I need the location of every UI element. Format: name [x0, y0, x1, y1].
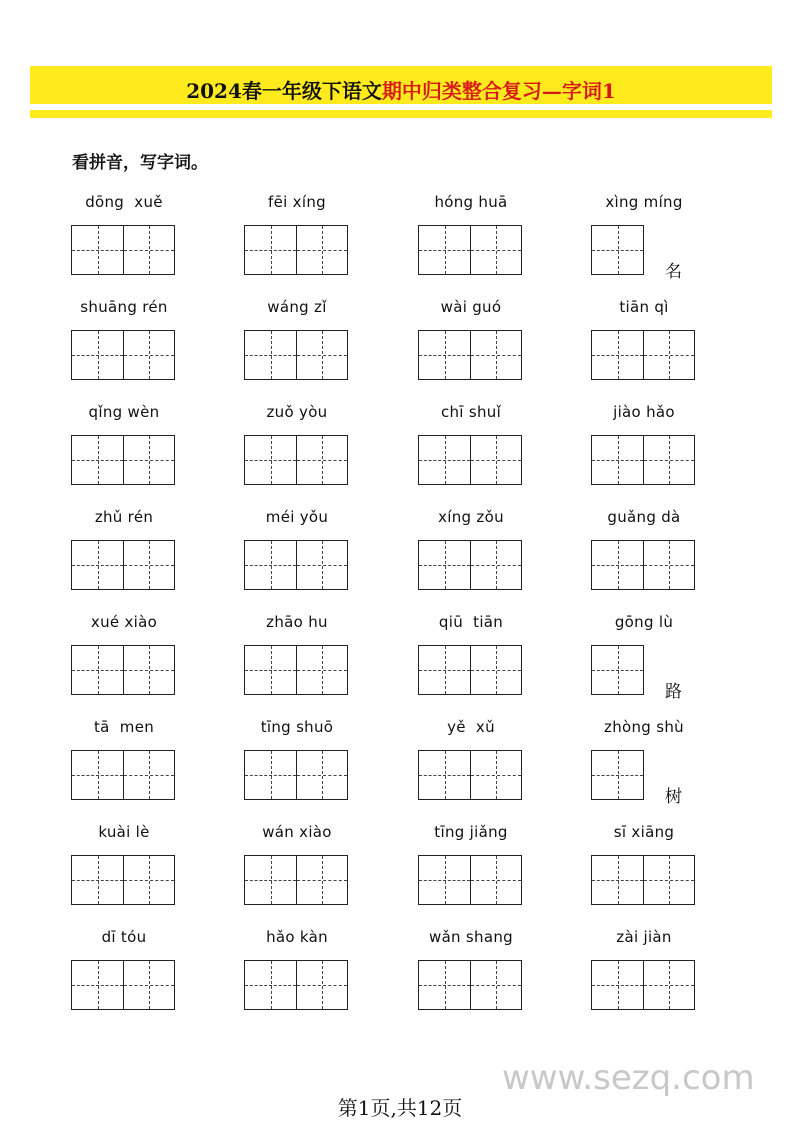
tianzige-boxes — [591, 960, 695, 1010]
tianzige-boxes — [244, 225, 348, 275]
pinyin-label: kuài lè — [98, 823, 150, 841]
writing-cell[interactable] — [72, 436, 123, 484]
pinyin-label: guǎng dà — [607, 508, 681, 526]
tianzige-boxes — [71, 960, 175, 1010]
writing-cell[interactable] — [470, 856, 521, 904]
writing-cell[interactable] — [470, 436, 521, 484]
tianzige-boxes — [591, 435, 695, 485]
writing-cell[interactable] — [643, 961, 694, 1009]
title-banner — [30, 66, 772, 104]
tianzige-boxes — [418, 540, 522, 590]
writing-cell[interactable] — [643, 856, 694, 904]
tianzige-boxes — [244, 540, 348, 590]
tianzige-boxes — [591, 225, 644, 275]
pinyin-label: dī tóu — [101, 928, 147, 946]
pinyin-label: sī xiāng — [613, 823, 675, 841]
tianzige-boxes — [71, 540, 175, 590]
writing-cell[interactable] — [419, 331, 470, 379]
writing-cell[interactable] — [296, 751, 347, 799]
tianzige-boxes — [418, 330, 522, 380]
pinyin-label: fēi xíng — [268, 193, 326, 211]
given-character: 名 — [665, 262, 682, 282]
tianzige-boxes — [418, 750, 522, 800]
writing-cell[interactable] — [592, 856, 643, 904]
pinyin-label: tiān qì — [619, 298, 669, 316]
writing-cell[interactable] — [296, 646, 347, 694]
writing-cell[interactable] — [123, 856, 174, 904]
pinyin-label: xué xiào — [90, 613, 158, 631]
given-character: 路 — [665, 682, 682, 702]
pinyin-label: gōng lù — [614, 613, 674, 631]
pinyin-label: zhòng shù — [604, 718, 684, 736]
writing-cell[interactable] — [643, 541, 694, 589]
writing-cell[interactable] — [419, 961, 470, 1009]
writing-cell[interactable] — [123, 541, 174, 589]
writing-cell[interactable] — [296, 961, 347, 1009]
tianzige-boxes — [244, 645, 348, 695]
pinyin-label: qiū tiān — [438, 613, 504, 631]
writing-cell[interactable] — [592, 436, 643, 484]
tianzige-boxes — [591, 645, 644, 695]
tianzige-boxes — [71, 330, 175, 380]
writing-cell[interactable] — [123, 646, 174, 694]
writing-cell[interactable] — [643, 436, 694, 484]
writing-cell[interactable] — [72, 541, 123, 589]
writing-cell[interactable] — [245, 226, 296, 274]
writing-cell[interactable] — [245, 856, 296, 904]
pinyin-label: wán xiào — [262, 823, 332, 841]
pinyin-label: qǐng wèn — [88, 403, 160, 421]
tianzige-boxes — [71, 435, 175, 485]
writing-cell[interactable] — [592, 961, 643, 1009]
writing-cell[interactable] — [592, 331, 643, 379]
writing-cell[interactable] — [419, 646, 470, 694]
writing-cell[interactable] — [419, 856, 470, 904]
writing-cell[interactable] — [592, 541, 643, 589]
writing-cell[interactable] — [592, 751, 643, 799]
pinyin-label: tā men — [93, 718, 155, 736]
writing-cell[interactable] — [643, 331, 694, 379]
pinyin-label: jiào hǎo — [613, 403, 675, 421]
tianzige-boxes — [71, 855, 175, 905]
tianzige-boxes — [591, 750, 644, 800]
writing-cell[interactable] — [123, 331, 174, 379]
instruction: 看拼音，写字词。 — [72, 153, 208, 173]
writing-cell[interactable] — [123, 961, 174, 1009]
writing-cell[interactable] — [470, 646, 521, 694]
pinyin-label: wǎn shang — [429, 928, 513, 946]
pinyin-label: méi yǒu — [265, 508, 329, 526]
pinyin-label: yě xǔ — [447, 718, 495, 736]
writing-cell[interactable] — [296, 226, 347, 274]
writing-cell[interactable] — [419, 541, 470, 589]
tianzige-boxes — [418, 645, 522, 695]
tianzige-boxes — [591, 855, 695, 905]
writing-cell[interactable] — [470, 961, 521, 1009]
writing-cell[interactable] — [245, 961, 296, 1009]
pinyin-label: xíng zǒu — [438, 508, 504, 526]
writing-cell[interactable] — [245, 436, 296, 484]
tianzige-boxes — [71, 645, 175, 695]
tianzige-boxes — [71, 750, 175, 800]
writing-cell[interactable] — [296, 436, 347, 484]
pinyin-label: tīng jiǎng — [434, 823, 508, 841]
writing-cell[interactable] — [419, 226, 470, 274]
tianzige-boxes — [244, 960, 348, 1010]
title-part-red: 期中归类整合复习—字词1 — [381, 79, 616, 103]
writing-cell[interactable] — [470, 541, 521, 589]
writing-cell[interactable] — [470, 331, 521, 379]
tianzige-boxes — [418, 225, 522, 275]
pinyin-label: xìng míng — [605, 193, 683, 211]
tianzige-boxes — [418, 960, 522, 1010]
writing-cell[interactable] — [123, 436, 174, 484]
banner-stripe — [30, 110, 772, 118]
writing-cell[interactable] — [123, 751, 174, 799]
writing-cell[interactable] — [419, 751, 470, 799]
writing-cell[interactable] — [245, 646, 296, 694]
pinyin-label: wài guó — [440, 298, 502, 316]
writing-cell[interactable] — [72, 226, 123, 274]
pinyin-label: tīng shuō — [260, 718, 334, 736]
writing-cell[interactable] — [296, 856, 347, 904]
writing-cell[interactable] — [72, 751, 123, 799]
pinyin-label: shuāng rén — [80, 298, 168, 316]
pinyin-label: hóng huā — [434, 193, 508, 211]
writing-cell[interactable] — [245, 541, 296, 589]
tianzige-boxes — [244, 330, 348, 380]
writing-cell[interactable] — [245, 331, 296, 379]
writing-cell[interactable] — [123, 226, 174, 274]
writing-cell[interactable] — [296, 331, 347, 379]
writing-cell[interactable] — [592, 226, 643, 274]
writing-cell[interactable] — [470, 226, 521, 274]
pinyin-label: zhāo hu — [266, 613, 328, 631]
writing-cell[interactable] — [296, 541, 347, 589]
pinyin-label: zài jiàn — [616, 928, 672, 946]
pinyin-label: chī shuǐ — [440, 403, 502, 421]
pinyin-label: zuǒ yòu — [266, 403, 328, 421]
tianzige-boxes — [418, 435, 522, 485]
writing-cell[interactable] — [72, 646, 123, 694]
pinyin-label: zhǔ rén — [94, 508, 154, 526]
writing-cell[interactable] — [72, 856, 123, 904]
tianzige-boxes — [71, 225, 175, 275]
pinyin-label: wáng zǐ — [267, 298, 327, 316]
watermark: www.sezq.com — [502, 1058, 755, 1098]
writing-cell[interactable] — [72, 331, 123, 379]
tianzige-boxes — [244, 855, 348, 905]
tianzige-boxes — [591, 540, 695, 590]
writing-cell[interactable] — [592, 646, 643, 694]
tianzige-boxes — [244, 750, 348, 800]
pinyin-label: dōng xuě — [85, 193, 163, 211]
given-character: 树 — [665, 787, 682, 807]
tianzige-boxes — [418, 855, 522, 905]
page-footer: 第1页,共12页 — [337, 1096, 463, 1120]
writing-cell[interactable] — [245, 751, 296, 799]
tianzige-boxes — [244, 435, 348, 485]
writing-cell[interactable] — [419, 436, 470, 484]
writing-cell[interactable] — [72, 961, 123, 1009]
tianzige-boxes — [591, 330, 695, 380]
writing-cell[interactable] — [470, 751, 521, 799]
pinyin-label: hǎo kàn — [266, 928, 328, 946]
title-part-black: 2024春一年级下语文 — [186, 79, 382, 103]
